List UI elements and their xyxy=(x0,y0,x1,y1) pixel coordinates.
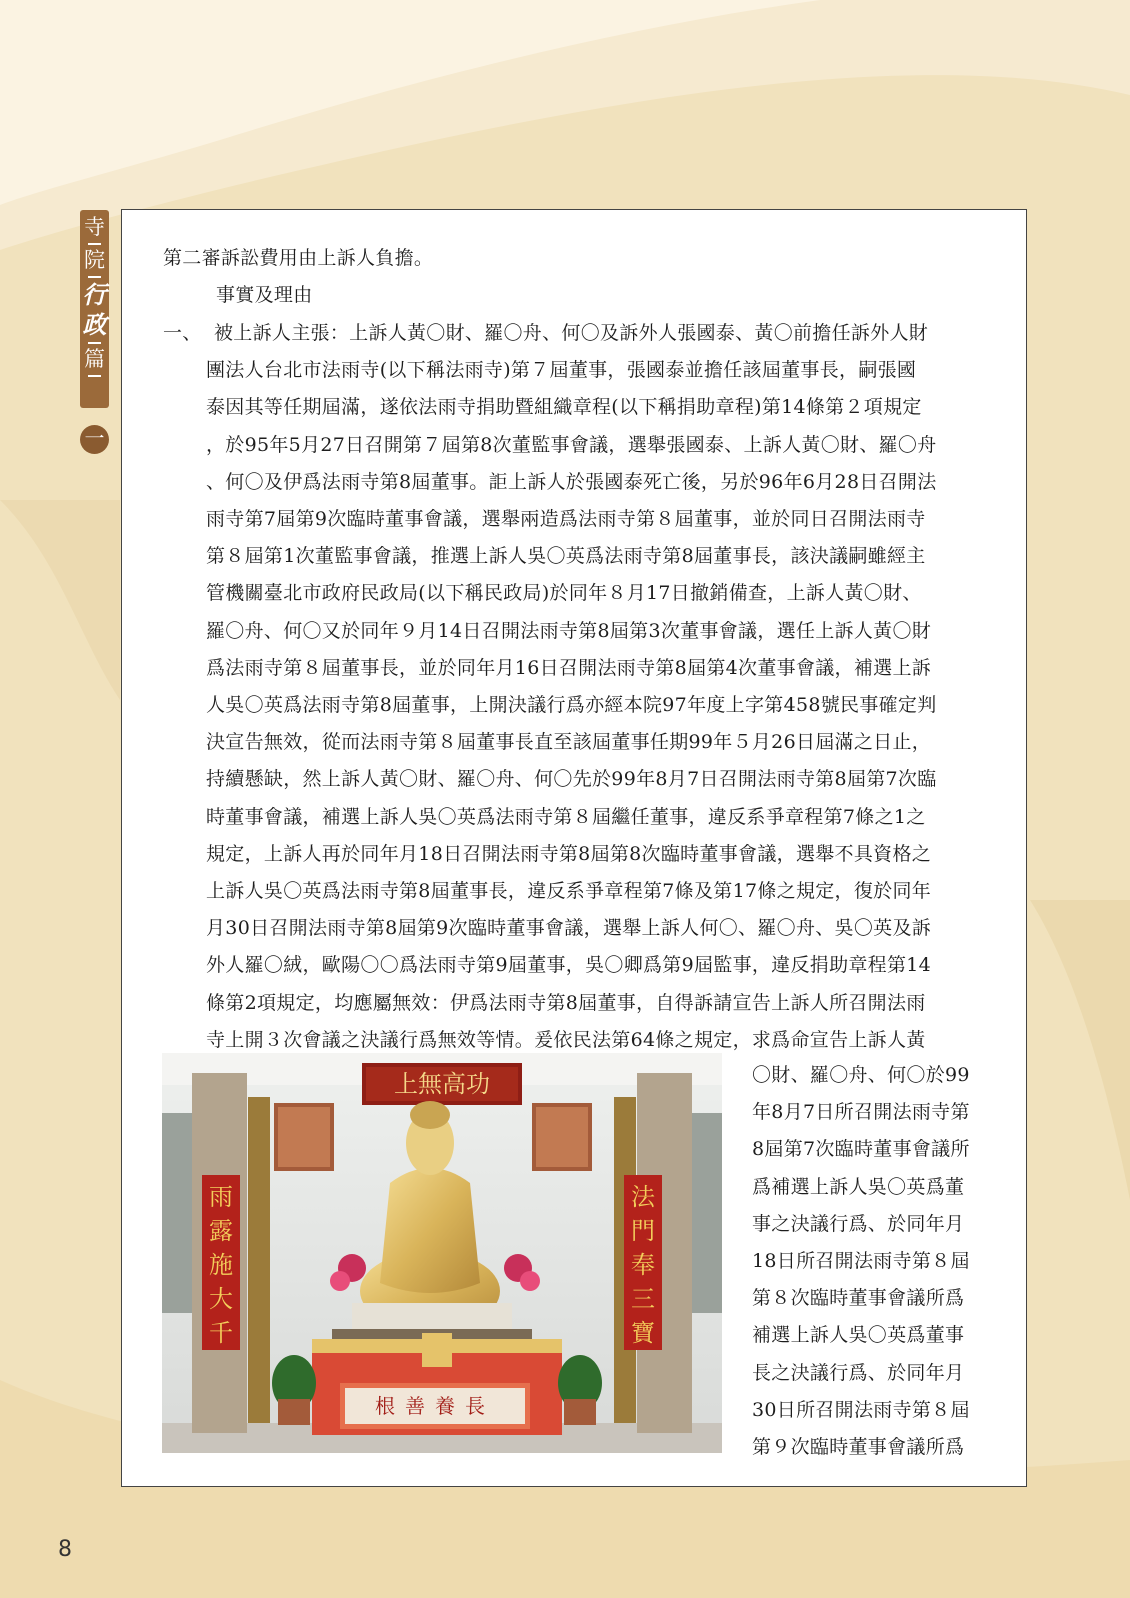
paragraph-line: 外人羅〇絨，歐陽〇〇爲法雨寺第9屆董事，吳〇卿爲第9屆監事，違反捐助章程第14 xyxy=(206,954,932,977)
paragraph-marker: 一、 xyxy=(163,322,202,344)
side-tab-char: 篇 xyxy=(84,347,105,371)
paragraph-line: ，於95年5月27日召開第７屆第8次董監事會議，選舉張國泰、上訴人黃〇財、羅〇舟 xyxy=(206,433,937,456)
paragraph-line-narrow: 第８次臨時董事會議所爲 xyxy=(752,1287,965,1310)
side-tab-divider xyxy=(88,243,101,245)
paragraph-line: 寺上開３次會議之決議行爲無效等情。爰依民法第64條之規定，求爲命宣告上訴人黃 xyxy=(206,1028,926,1051)
paragraph-line: 規定，上訴人再於同年月18日召開法雨寺第8屆第8次臨時董事會議，選舉不具資格之 xyxy=(206,842,932,865)
paragraph-line-narrow: 30日所召開法雨寺第８屆 xyxy=(752,1398,970,1421)
paragraph-line: 羅〇舟、何〇又於同年９月14日召開法雨寺第8屆第3次董事會議，選任上訴人黃〇財 xyxy=(206,619,932,642)
side-tab-divider xyxy=(88,342,101,344)
side-tab-char: 院 xyxy=(84,248,105,272)
paragraph-line: 雨寺第7屆第9次臨時董事會議，選舉兩造爲法雨寺第８屆董事，並於同日召開法雨寺 xyxy=(206,508,926,530)
section-side-tab xyxy=(80,210,109,408)
paragraph-line: 時董事會議，補選上訴人吳〇英爲法雨寺第８屆繼任董事，違反系爭章程第7條之1之 xyxy=(206,805,926,828)
paragraph-line-narrow: 〇財、羅〇舟、何〇於99 xyxy=(752,1064,970,1086)
paragraph-line-narrow: 長之決議行爲、於同年月 xyxy=(752,1361,965,1384)
paragraph-line: 月30日召開法雨寺第8屆第9次臨時董事會議，選舉上訴人何〇、羅〇舟、吳〇英及訴 xyxy=(206,917,932,940)
paragraph-line-narrow: 18日所召開法雨寺第８屆 xyxy=(752,1250,970,1272)
paragraph-line: 第８屆第1次董監事會議，推選上訴人吳〇英爲法雨寺第8屆董事長，該決議嗣雖經主 xyxy=(206,545,926,568)
paragraph-line: 管機關臺北市政府民政局(以下稱民政局)於同年８月17日撤銷備查，上訴人黃〇財、 xyxy=(206,582,922,605)
side-tab-divider xyxy=(88,276,101,278)
volume-number-badge: 一 xyxy=(80,425,109,454)
temple-buddha-photo xyxy=(162,1053,722,1453)
page-number: 8 xyxy=(58,1537,72,1562)
paragraph-line-narrow: 事之決議行爲、於同年月 xyxy=(752,1212,965,1235)
paragraph-line-narrow: 第９次臨時董事會議所爲 xyxy=(752,1436,965,1458)
section-title: 事實及理由 xyxy=(216,284,313,306)
paragraph-line: 泰因其等任期屆滿，遂依法雨寺捐助暨組織章程(以下稱捐助章程)第14條第２項規定 xyxy=(206,396,922,419)
paragraph-line: 決宣告無效，從而法雨寺第８屆董事長直至該屆董事任期99年５月26日屆滿之日止， xyxy=(206,731,932,754)
photo-left-couplet: 雨露施大千 xyxy=(209,1183,233,1347)
photo-plaque-text: 上無高功 xyxy=(394,1070,490,1098)
side-tab-char: 行 xyxy=(82,280,107,309)
paragraph-line: 爲法雨寺第８屆董事長，並於同年月16日召開法雨寺第8屆第4次董事會議，補選上訴 xyxy=(206,656,932,679)
paragraph-line-narrow: 爲補選上訴人吳〇英爲董 xyxy=(752,1175,965,1198)
paragraph-line: 條第2項規定，均應屬無效：伊爲法雨寺第8屆董事，自得訴請宣告上訴人所召開法雨 xyxy=(206,991,926,1014)
top-line: 第二審訴訟費用由上訴人負擔。 xyxy=(163,247,434,269)
side-tab-char: 寺 xyxy=(84,215,105,239)
paragraph-line: 被上訴人主張：上訴人黃〇財、羅〇舟、何〇及訴外人張國泰、黃〇前擔任訴外人財 xyxy=(214,322,929,344)
paragraph-line: 、何〇及伊爲法雨寺第8屆董事。詎上訴人於張國泰死亡後，另於96年6月28日召開法 xyxy=(206,470,937,493)
paragraph-line: 上訴人吳〇英爲法雨寺第8屆董事長，違反系爭章程第7條及第17條之規定，復於同年 xyxy=(206,880,932,902)
side-tab-divider xyxy=(88,375,101,377)
paragraph-line-narrow: 年8月7日所召開法雨寺第 xyxy=(752,1101,970,1124)
paragraph-line: 持續懸缺，然上訴人黃〇財、羅〇舟、何〇先於99年8月7日召開法雨寺第8屆第7次臨 xyxy=(206,768,937,791)
paragraph-line: 人吳〇英爲法雨寺第8屆董事，上開決議行爲亦經本院97年度上字第458號民事確定判 xyxy=(206,694,937,716)
side-tab-char: 政 xyxy=(82,310,107,339)
photo-right-couplet: 法門奉三寶 xyxy=(631,1183,655,1347)
photo-altar-banner: 根善養長 xyxy=(375,1394,495,1418)
paragraph-line-narrow: 8屆第7次臨時董事會議所 xyxy=(752,1138,970,1161)
paragraph-line: 團法人台北市法雨寺(以下稱法雨寺)第７屆董事，張國泰並擔任該屆董事長，嗣張國 xyxy=(206,359,917,382)
paragraph-line-narrow: 補選上訴人吳〇英爲董事 xyxy=(752,1324,965,1347)
